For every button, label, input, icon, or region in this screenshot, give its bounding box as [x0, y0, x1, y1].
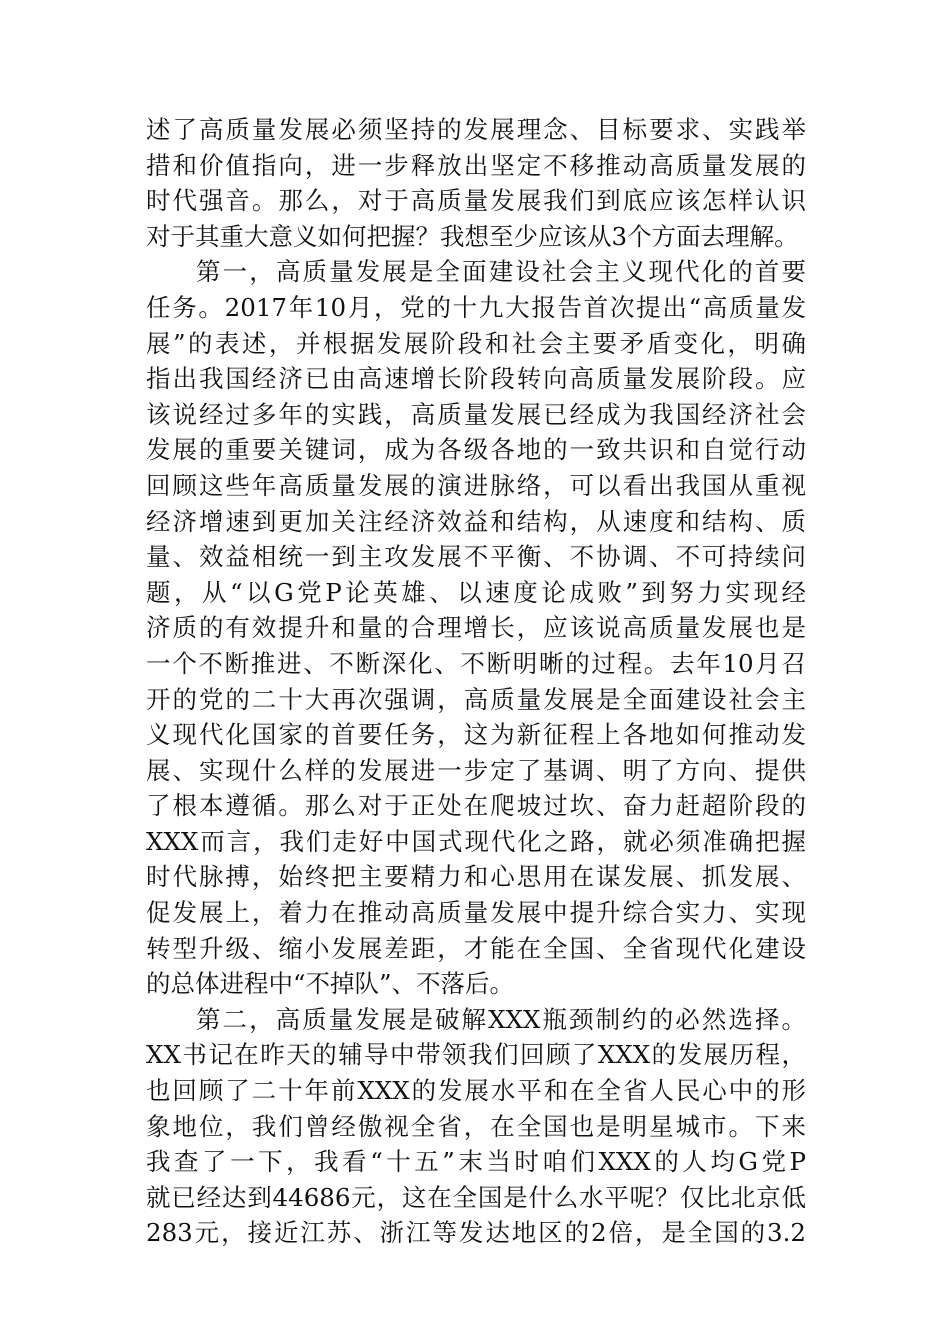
text-line: 发展的重要关键词，成为各级各地的一致共识和自觉行动	[146, 435, 806, 465]
text-line: 经济增速到更加关注经济效益和结构，从速度和结构、质	[146, 506, 806, 536]
text-line: 对于其重大意义如何把握？我想至少应该从3个方面去理解。	[146, 221, 799, 251]
text-line: 题，从“以G党P论英雄、以速度论成败”到努力实现经	[146, 577, 806, 607]
text-line: 了根本遵循。那么对于正处在爬坡过坎、奋力赶超阶段的	[146, 791, 806, 821]
text-line: 开的党的二十大再次强调，高质量发展是全面建设社会主	[146, 684, 806, 714]
text-line: 象地位，我们曾经傲视全省，在全国也是明星城市。下来	[146, 1111, 806, 1141]
text-line: 该说经过多年的实践，高质量发展已经成为我国经济社会	[146, 399, 806, 429]
text-line: XX书记在昨天的辅导中带领我们回顾了XXX的发展历程，	[146, 1040, 806, 1070]
text-line: 济质的有效提升和量的合理增长，应该说高质量发展也是	[146, 613, 806, 643]
text-line: 量、效益相统一到主攻发展不平衡、不协调、不可持续问	[146, 542, 806, 572]
text-line: 展”的表述，并根据发展阶段和社会主要矛盾变化，明确	[146, 328, 806, 358]
text-line: 一个不断推进、不断深化、不断明晰的过程。去年10月召	[146, 648, 806, 678]
text-line: 回顾这些年高质量发展的演进脉络，可以看出我国从重视	[146, 470, 806, 500]
text-line: 的总体进程中“不掉队”、不落后。	[146, 969, 515, 999]
text-line: 任务。2017年10月，党的十九大报告首次提出“高质量发	[146, 292, 806, 322]
text-line: 促发展上，着力在推动高质量发展中提升综合实力、实现	[146, 898, 806, 928]
text-line: 措和价值指向，进一步释放出坚定不移推动高质量发展的	[146, 150, 806, 180]
text-line: 就已经达到44686元，这在全国是什么水平呢？仅比北京低	[146, 1182, 806, 1212]
text-line: 展、实现什么样的发展进一步定了基调、明了方向、提供	[146, 755, 806, 785]
text-line: 时代脉搏，始终把主要精力和心思用在谋发展、抓发展、	[146, 862, 806, 892]
text-line: 时代强音。那么，对于高质量发展我们到底应该怎样认识	[146, 186, 806, 216]
text-line: 述了高质量发展必须坚持的发展理念、目标要求、实践举	[146, 115, 806, 144]
text-line: 第一，高质量发展是全面建设社会主义现代化的首要	[196, 257, 806, 287]
document-body	[146, 112, 806, 1251]
text-line: 转型升级、缩小发展差距，才能在全国、全省现代化建设	[146, 933, 806, 963]
text-line: XXX而言，我们走好中国式现代化之路，就必须准确把握	[146, 826, 806, 856]
text-line: 也回顾了二十年前XXX的发展水平和在全省人民心中的形	[146, 1076, 806, 1106]
text-line: 义现代化国家的首要任务，这为新征程上各地如何推动发	[146, 720, 806, 750]
text-line: 283元，接近江苏、浙江等发达地区的2倍，是全国的3.2	[146, 1218, 806, 1248]
text-line: 第二，高质量发展是破解XXX瓶颈制约的必然选择。	[196, 1004, 806, 1034]
text-line: 我查了一下，我看“十五”末当时咱们XXX的人均G党P	[146, 1147, 806, 1177]
text-line: 指出我国经济已由高速增长阶段转向高质量发展阶段。应	[146, 364, 806, 394]
